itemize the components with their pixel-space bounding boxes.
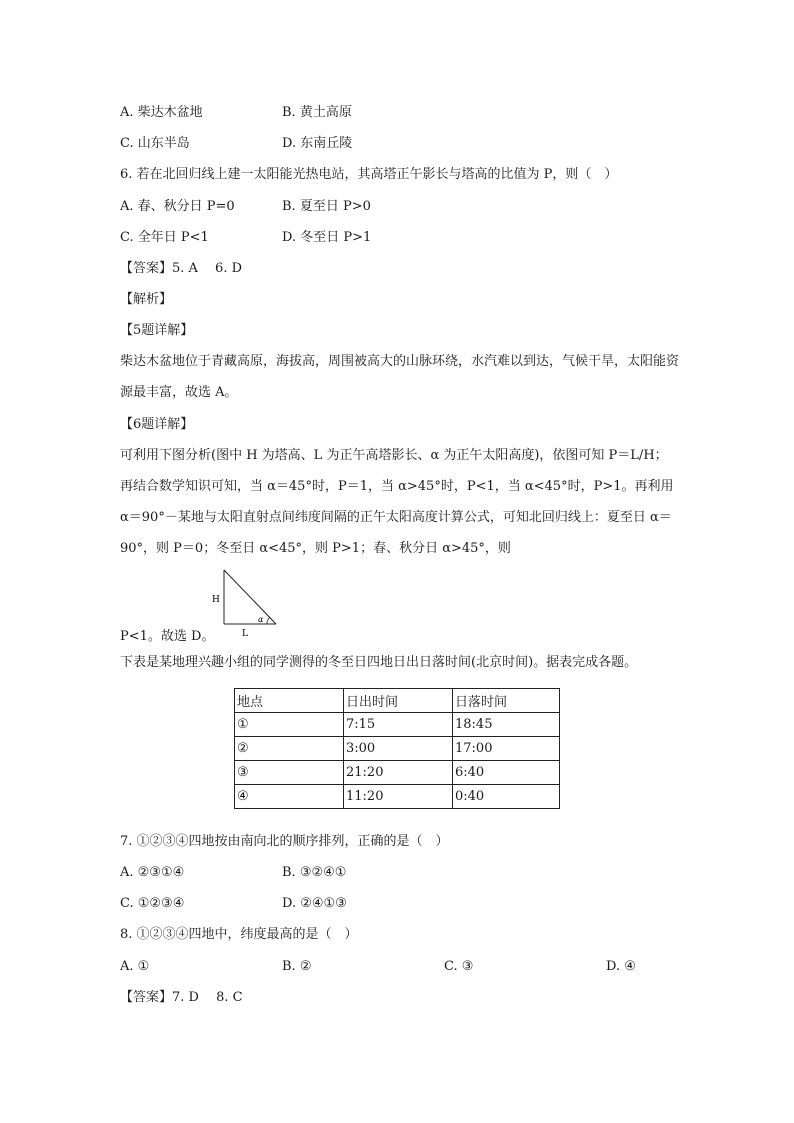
q7-stem: 7. ①②③④四地按由南向北的顺序排列，正确的是（ ） <box>120 834 449 849</box>
table-cell: ④ <box>235 785 344 809</box>
answer-q5-q6: 【答案】5. A 6. D <box>120 261 243 276</box>
q5-option-b: B. 黄土高原 <box>282 105 352 120</box>
q8-stem: 8. ①②③④四地中，纬度最高的是（ ） <box>120 927 358 942</box>
table-cell: 7:15 <box>344 713 453 737</box>
q7-option-d: D. ②④①③ <box>282 896 347 911</box>
diagram-label-h: H <box>212 595 220 605</box>
table-intro: 下表是某地理兴趣小组的同学测得的冬至日四地日出日落时间(北京时间)。据表完成各题。 <box>120 655 638 670</box>
q8-option-a: A. ① <box>120 959 150 974</box>
table-header-cell: 日出时间 <box>344 689 453 713</box>
table-cell: ② <box>235 737 344 761</box>
q6-detail-heading: 【6题详解】 <box>120 417 194 432</box>
table-cell: 0:40 <box>453 785 560 809</box>
table-row <box>235 737 560 761</box>
alpha-arc <box>267 617 270 624</box>
table-row <box>235 761 560 785</box>
q5-option-a: A. 柴达木盆地 <box>120 105 203 120</box>
q5-detail-text: 柴达木盆地位于青藏高原，海拔高，周围被高大的山脉环绕，水汽难以到达，气候干旱，太阳能资源最丰富，故选 A。 <box>120 354 680 400</box>
diagram-label-l: L <box>242 629 248 638</box>
table-cell: ① <box>235 713 344 737</box>
q6-detail-conclusion: P<1。故选 D。 <box>120 629 215 644</box>
analysis-heading: 【解析】 <box>120 292 173 307</box>
q7-option-b: B. ③②④① <box>282 865 347 880</box>
q5-detail-heading: 【5题详解】 <box>120 323 194 338</box>
q8-option-c: C. ③ <box>444 959 474 974</box>
q6-option-d: D. 冬至日 P>1 <box>282 230 372 245</box>
table-row <box>235 713 560 737</box>
q7-option-a: A. ②③①④ <box>120 865 185 880</box>
table-header-cell: 日落时间 <box>453 689 560 713</box>
table-cell: 18:45 <box>453 713 560 737</box>
table-row <box>235 785 560 809</box>
diagram-label-alpha: α <box>258 615 264 624</box>
answer-q7-q8: 【答案】7. D 8. C <box>120 990 243 1005</box>
q6-option-b: B. 夏至日 P>0 <box>282 199 371 214</box>
sun-ray-line <box>224 570 276 624</box>
q6-option-c: C. 全年日 P<1 <box>120 230 209 245</box>
tower-shadow-diagram <box>208 566 288 638</box>
q8-option-d: D. ④ <box>606 959 636 974</box>
q5-option-d: D. 东南丘陵 <box>282 136 353 151</box>
q5-option-c: C. 山东半岛 <box>120 136 190 151</box>
table-cell: 3:00 <box>344 737 453 761</box>
table-header-cell: 地点 <box>235 689 344 713</box>
table-cell: 6:40 <box>453 761 560 785</box>
q6-stem: 6. 若在北回归线上建一太阳能光热电站，其高塔正午影长与塔高的比值为 P，则（ ） <box>120 167 618 182</box>
table-cell: 11:20 <box>344 785 453 809</box>
table-header-row <box>235 689 560 713</box>
sunrise-sunset-table <box>234 688 560 809</box>
q6-detail-text: 可利用下图分析(图中 H 为塔高、L 为正午高塔影长、α 为正午太阳高度)，依图可知 P＝L/H；再结合数学知识可知，当 α＝45°时，P＝1，当 α>45°时，P<1，当 α<45°时，P>1。再利用 α＝90°－某地与太阳直射点间纬度间隔的正午太阳高度计算公式，可知北回归线上：夏至日 α＝90°，则 P＝0；冬至日 α<45°，则 P>1；春、秋分日 α>45°，则 <box>120 448 674 556</box>
q7-option-c: C. ①②③④ <box>120 896 185 911</box>
table-cell: ③ <box>235 761 344 785</box>
q8-option-b: B. ② <box>282 959 312 974</box>
table-cell: 21:20 <box>344 761 453 785</box>
q6-option-a: A. 春、秋分日 P=0 <box>120 199 235 214</box>
table-cell: 17:00 <box>453 737 560 761</box>
